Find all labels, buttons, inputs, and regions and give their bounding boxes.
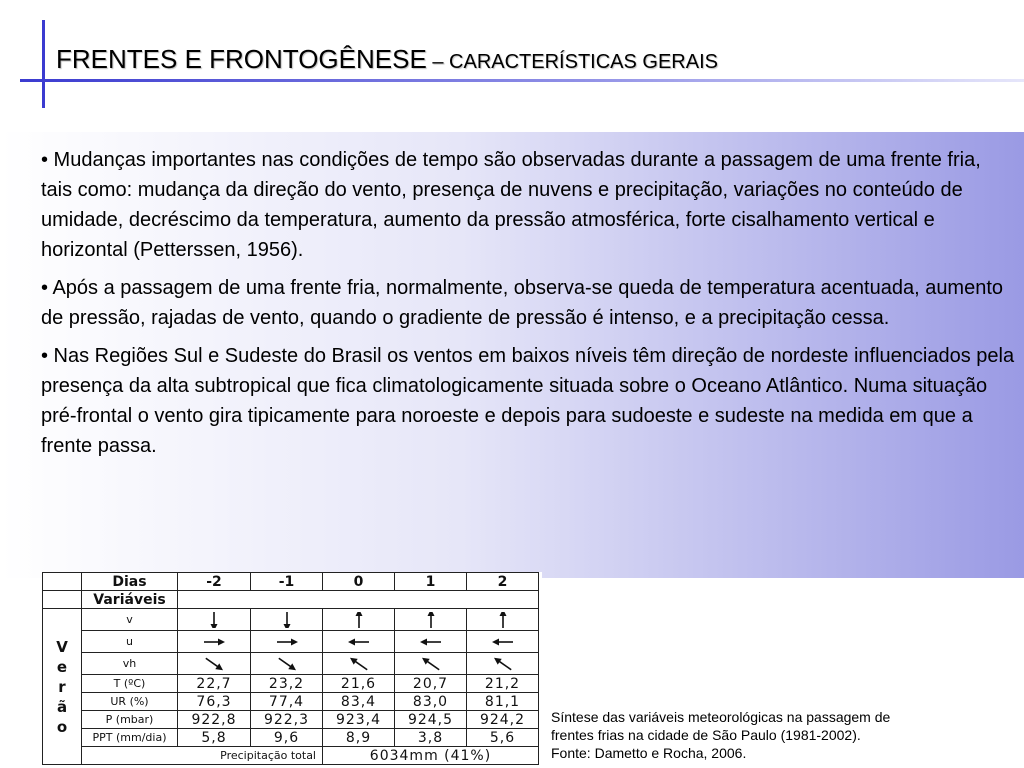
title-subtitle: – CARACTERÍSTICAS GERAIS bbox=[426, 51, 718, 73]
row-label: vh bbox=[82, 653, 178, 675]
caption-line: frentes frias na cidade de São Paulo (1981-2002). bbox=[551, 727, 861, 743]
wind-arrow-icon bbox=[199, 634, 229, 650]
value-cell: 3,8 bbox=[395, 729, 467, 747]
wind-arrow-icon bbox=[488, 634, 518, 650]
value-cell: 76,3 bbox=[178, 693, 251, 711]
value-row bbox=[43, 729, 539, 747]
wind-arrow-icon bbox=[344, 612, 374, 628]
wind-cell bbox=[323, 609, 395, 631]
wind-row bbox=[43, 631, 539, 653]
day-cell: -2 bbox=[178, 573, 251, 591]
wind-arrow-icon bbox=[199, 656, 229, 672]
value-cell: 922,8 bbox=[178, 711, 251, 729]
wind-cell bbox=[323, 653, 395, 675]
slide-title bbox=[56, 44, 718, 75]
precip-total-label: Precipitação total bbox=[82, 747, 323, 765]
wind-cell bbox=[395, 631, 467, 653]
title-accent-vertical-line bbox=[42, 20, 45, 108]
wind-arrow-icon bbox=[272, 656, 302, 672]
value-cell: 5,8 bbox=[178, 729, 251, 747]
value-cell: 20,7 bbox=[395, 675, 467, 693]
value-cell: 83,4 bbox=[323, 693, 395, 711]
wind-cell bbox=[395, 609, 467, 631]
day-cell: 2 bbox=[467, 573, 539, 591]
bullet-list bbox=[41, 145, 1016, 469]
value-cell: 21,6 bbox=[323, 675, 395, 693]
value-row bbox=[43, 711, 539, 729]
title-main: FRENTES E FRONTOGÊNESE bbox=[56, 44, 427, 74]
wind-cell bbox=[467, 653, 539, 675]
value-cell: 9,6 bbox=[251, 729, 323, 747]
wind-cell bbox=[178, 609, 251, 631]
wind-cell bbox=[467, 631, 539, 653]
value-cell: 8,9 bbox=[323, 729, 395, 747]
caption-line: Fonte: Dametto e Rocha, 2006. bbox=[551, 745, 747, 761]
wind-cell bbox=[323, 631, 395, 653]
wind-arrow-icon bbox=[416, 612, 446, 628]
table-variaveis-row bbox=[43, 591, 539, 609]
meteorological-table bbox=[42, 572, 539, 765]
value-cell: 23,2 bbox=[251, 675, 323, 693]
precip-total-row bbox=[43, 747, 539, 765]
wind-row bbox=[43, 609, 539, 631]
bullet-item: • Mudanças importantes nas condições de tempo são observadas durante a passagem de uma frente fria, tais como: mudança da direção do vento, presença de nuvens e precipitação, variações no conteúdo de umidade, decréscimo da temperatura, aumento da pressão atmosférica, forte cisalhamento vertical e horizontal (Petterssen, 1956). bbox=[41, 149, 981, 261]
row-label: P (mbar) bbox=[82, 711, 178, 729]
precip-total-value: 6034mm (41%) bbox=[323, 747, 539, 765]
wind-arrow-icon bbox=[416, 656, 446, 672]
wind-arrow-icon bbox=[272, 612, 302, 628]
wind-cell bbox=[251, 653, 323, 675]
row-label: u bbox=[82, 631, 178, 653]
bullet-item: • Nas Regiões Sul e Sudeste do Brasil os ventos em baixos níveis têm direção de nordeste influenciados pela presença da alta subtropical que fica climatologicamente situada sobre o Oceano Atlântico. Numa situação pré-frontal o vento gira tipicamente para noroeste e depois para sudoeste e sudeste na medida em que a frente passa. bbox=[41, 345, 1015, 457]
corner-cell bbox=[43, 573, 82, 591]
value-cell: 83,0 bbox=[395, 693, 467, 711]
corner-cell bbox=[43, 591, 82, 609]
value-cell: 22,7 bbox=[178, 675, 251, 693]
wind-cell bbox=[178, 631, 251, 653]
value-cell: 924,5 bbox=[395, 711, 467, 729]
data-table-image bbox=[42, 572, 542, 768]
wind-row bbox=[43, 653, 539, 675]
value-cell: 5,6 bbox=[467, 729, 539, 747]
row-label: UR (%) bbox=[82, 693, 178, 711]
wind-cell bbox=[395, 653, 467, 675]
wind-arrow-icon bbox=[199, 612, 229, 628]
day-cell: -1 bbox=[251, 573, 323, 591]
wind-cell bbox=[251, 609, 323, 631]
day-cell: 0 bbox=[323, 573, 395, 591]
value-cell: 922,3 bbox=[251, 711, 323, 729]
value-cell: 81,1 bbox=[467, 693, 539, 711]
bullet-item: • Após a passagem de uma frente fria, normalmente, observa-se queda de temperatura acentuada, aumento de pressão, rajadas de vento, quando o gradiente de pressão é intenso, e a precipitação cessa. bbox=[41, 277, 1004, 329]
caption-line: Síntese das variáveis meteorológicas na passagem de bbox=[551, 709, 891, 725]
row-label: T (ºC) bbox=[82, 675, 178, 693]
wind-arrow-icon bbox=[344, 634, 374, 650]
wind-cell bbox=[178, 653, 251, 675]
dias-label: Dias bbox=[82, 573, 178, 591]
variaveis-label: Variáveis bbox=[82, 591, 178, 609]
row-label: v bbox=[82, 609, 178, 631]
table-caption bbox=[551, 708, 991, 762]
wind-arrow-icon bbox=[416, 634, 446, 650]
wind-arrow-icon bbox=[272, 634, 302, 650]
wind-arrow-icon bbox=[344, 656, 374, 672]
value-cell: 21,2 bbox=[467, 675, 539, 693]
wind-cell bbox=[251, 631, 323, 653]
value-row bbox=[43, 693, 539, 711]
day-cell: 1 bbox=[395, 573, 467, 591]
wind-arrow-icon bbox=[488, 656, 518, 672]
row-label: PPT (mm/dia) bbox=[82, 729, 178, 747]
season-label: V e r ã o bbox=[43, 609, 82, 765]
empty-cell bbox=[178, 591, 539, 609]
wind-cell bbox=[467, 609, 539, 631]
title-accent-horizontal-line bbox=[20, 79, 1024, 82]
wind-arrow-icon bbox=[488, 612, 518, 628]
value-cell: 924,2 bbox=[467, 711, 539, 729]
value-cell: 923,4 bbox=[323, 711, 395, 729]
value-cell: 77,4 bbox=[251, 693, 323, 711]
value-row bbox=[43, 675, 539, 693]
table-header-row bbox=[43, 573, 539, 591]
